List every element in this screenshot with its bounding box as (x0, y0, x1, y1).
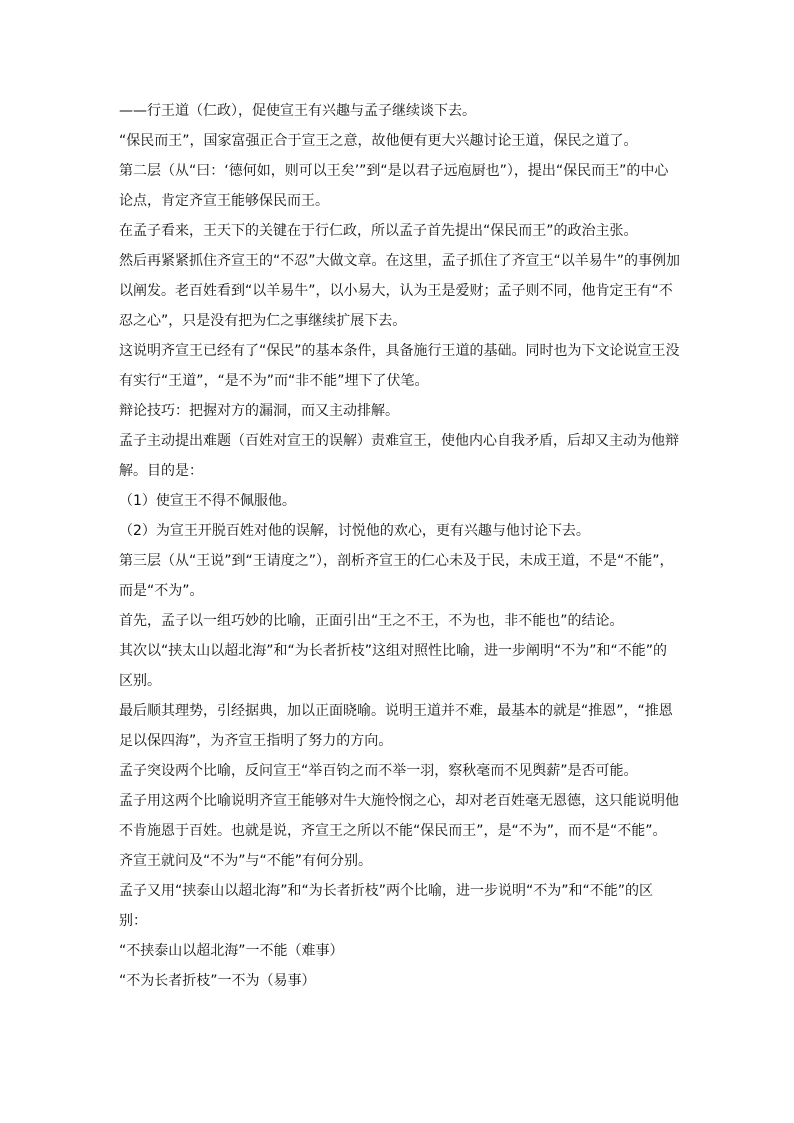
paragraph: 这说明齐宣王已经有了“保民”的基本条件，具备施行王道的基础。同时也为下文论说宣王没有实行“王道”，“是不为”而“非不能”埋下了伏笔。 (119, 343, 680, 389)
paragraph: 最后顺其理势，引经据典，加以正面晓喻。说明王道并不难，最基本的就是“推恩”，“推恩足以保四海”，为齐宣王指明了努力的方向。 (119, 703, 673, 749)
section-heading-second-layer: 第二层（从“曰：‘德何如，则可以王矣’”到“是以君子远庖厨也”），提出“保民而王”的中心论点，肯定齐宣王能够保民而王。 (119, 163, 669, 209)
paragraph: 在孟子看来，王天下的关键在于行仁政，所以孟子首先提出“保民而王”的政治主张。 (119, 223, 638, 239)
list-item: （2）为宣王开脱百姓对他的误解，讨悦他的欢心，更有兴趣与他讨论下去。 (119, 523, 590, 539)
paragraph: “保民而王”，国家富强正合于宣王之意，故他便有更大兴趣讨论王道，保民之道了。 (119, 133, 638, 149)
list-item: （1）使宣王不得不佩服他。 (119, 493, 296, 509)
document-body (119, 96, 681, 996)
paragraph: 孟子主动提出难题（百姓对宣王的误解）责难宣王，使他内心自我矛盾，后却又主动为他辩解。目的是： (119, 433, 679, 479)
list-item: “不挟泰山以超北海”一不能（难事） (119, 943, 344, 959)
paragraph: ——行王道（仁政），促使宣王有兴趣与孟子继续谈下去。 (119, 103, 476, 119)
section-heading-third-layer: 第三层（从“王说”到“王请度之”），剖析齐宣王的仁心未及于民，未成王道，不是“不能”，而是“不为”。 (119, 553, 674, 599)
paragraph: 齐宣王就问及“不为”与“不能”有何分别。 (119, 853, 373, 869)
paragraph: 孟子又用“挟泰山以超北海”和“为长者折枝”两个比喻，进一步说明“不为”和“不能”的区别： (119, 883, 654, 929)
paragraph: 孟子用这两个比喻说明齐宣王能够对牛大施怜悯之心，却对老百姓毫无恩德，这只能说明他不肯施恩于百姓。也就是说，齐宣王之所以不能“保民而王”，是“不为”，而不是“不能”。 (119, 793, 679, 839)
paragraph: 首先，孟子以一组巧妙的比喻，正面引出“王之不王，不为也，非不能也”的结论。 (119, 613, 624, 629)
debate-technique-note: 辩论技巧：把握对方的漏洞，而又主动排解。 (119, 403, 399, 419)
paragraph: 孟子突设两个比喻，反问宣王“举百钧之而不举一羽，察秋毫而不见舆薪”是否可能。 (119, 763, 638, 779)
list-item: “不为长者折枝”一不为（易事） (119, 973, 316, 989)
paragraph: 然后再紧紧抓住齐宣王的“不忍”大做文章。在这里，孟子抓住了齐宣王“以羊易牛”的事例加以阐发。老百姓看到“以羊易牛”，以小易大，认为王是爱财；孟子则不同，他肯定王有“不忍之心”，只是没有把为仁之事继续扩展下去。 (119, 253, 681, 329)
paragraph: 其次以“挟太山以超北海”和“为长者折枝”这组对照性比喻，进一步阐明“不为”和“不能”的区别。 (119, 643, 668, 689)
